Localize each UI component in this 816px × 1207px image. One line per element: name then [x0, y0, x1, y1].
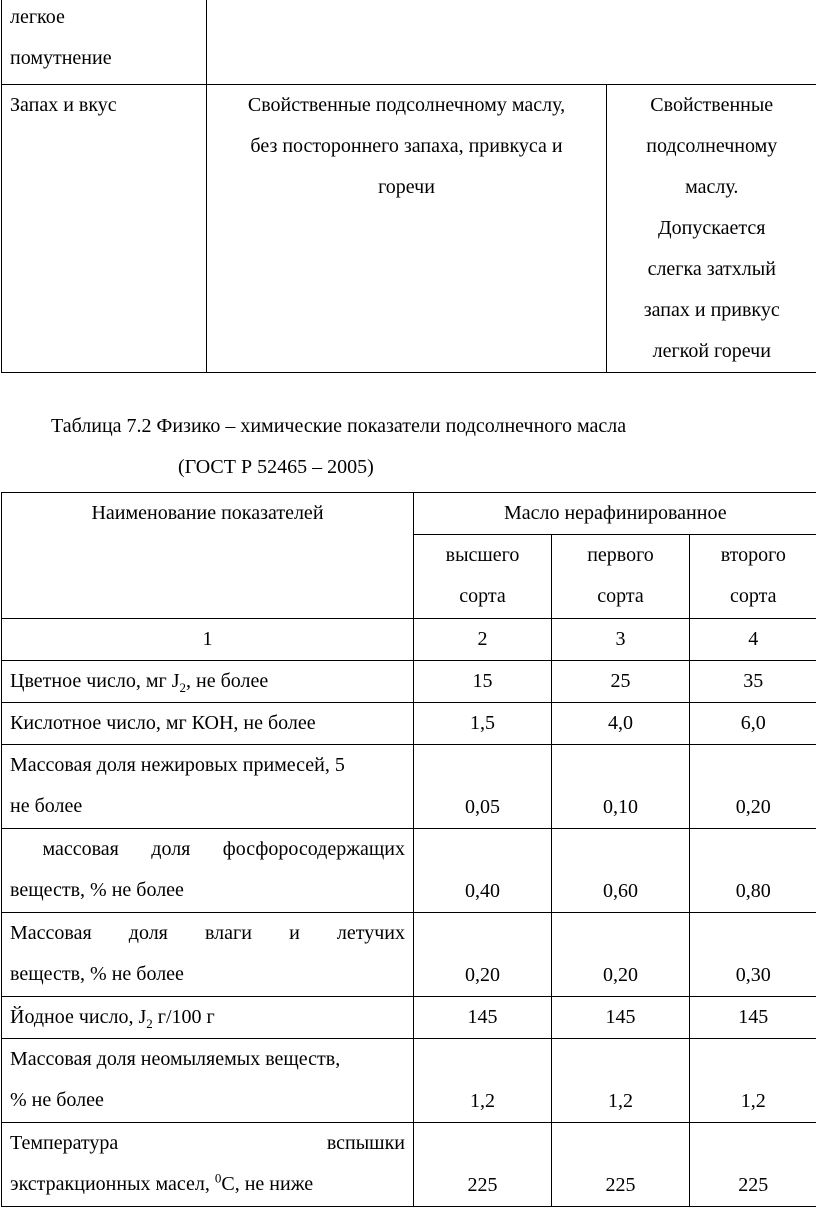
table-row: [2, 745, 816, 829]
value-cell: 1,2: [690, 1039, 816, 1123]
indicator-label-line: Массовая доля нежировых примесей, 5: [10, 745, 405, 786]
value-cell: 0,05: [414, 745, 552, 829]
header-grade-2: [552, 535, 690, 619]
table-caption-line1: Таблица 7.2 Физико – химические показатели подсолнечного масла: [0, 406, 816, 447]
header-name: Наименование показателей: [91, 502, 323, 524]
value-cell: 4,0: [552, 703, 690, 745]
turbidity-label-line2: помутнение: [10, 38, 198, 79]
indicator-label-subscript: 2: [179, 680, 186, 695]
value-cell: 0,20: [414, 913, 552, 997]
table-header-row: [2, 493, 816, 535]
indicator-label-line: Температура вспышки: [10, 1123, 405, 1164]
grade-label-line: первого: [560, 535, 681, 576]
indicator-label-subscript: 2: [146, 1016, 153, 1031]
value-cell: 1,2: [414, 1039, 552, 1123]
empty-cell: [207, 0, 816, 85]
indicator-label-line: не более: [10, 786, 405, 827]
value-cell: 25: [552, 661, 690, 703]
value-cell: 35: [690, 661, 816, 703]
indicator-label: , не более: [186, 670, 268, 692]
value-cell: 0,20: [690, 745, 816, 829]
requirement-line: Свойственные подсолнечному маслу,: [215, 85, 598, 126]
indicator-label: Йодное число, J: [10, 1006, 146, 1028]
indicator-label-superscript: 0: [215, 1170, 222, 1185]
allowed-line: Свойственные: [615, 85, 809, 126]
value-cell: 145: [414, 997, 552, 1039]
indicator-label-cell: Кислотное число, мг КОН, не более: [2, 703, 414, 745]
indicator-label-line: веществ, % не более: [10, 870, 405, 911]
allowed-line: слегка затхлый: [615, 249, 809, 290]
requirement-line: горечи: [215, 167, 598, 208]
col-number-cell: 2: [414, 619, 552, 661]
table-row: [2, 913, 816, 997]
table-row: [2, 1123, 816, 1207]
grade-label-line: сорта: [698, 576, 809, 617]
grade-label-line: сорта: [422, 576, 543, 617]
value-cell: 225: [690, 1123, 816, 1207]
value-cell: 145: [552, 997, 690, 1039]
table-row: [2, 0, 816, 85]
requirement-line: без постороннего запаха, привкуса и: [215, 126, 598, 167]
value-cell: 225: [414, 1123, 552, 1207]
indicator-label-line: массовая доля фосфоросодержащих: [10, 829, 405, 870]
smell-taste-requirement-cell: [207, 85, 607, 373]
smell-taste-allowed-cell: [607, 85, 816, 373]
allowed-line: маслу.: [615, 167, 809, 208]
value-cell: 1,2: [552, 1039, 690, 1123]
value-cell: 145: [690, 997, 816, 1039]
col-number-cell: 1: [2, 619, 414, 661]
indicator-label: экстракционных масел,: [10, 1173, 215, 1195]
turbidity-label-line1: легкое: [10, 0, 198, 38]
header-group: Масло нерафинированное: [504, 502, 727, 524]
header-group-cell: [414, 493, 816, 535]
allowed-line: подсолнечному: [615, 126, 809, 167]
indicator-label: Цветное число, мг J: [10, 670, 179, 692]
allowed-line: легкой горечи: [615, 331, 809, 372]
allowed-line: Допускается: [615, 208, 809, 249]
value-cell: 225: [552, 1123, 690, 1207]
grade-label-line: сорта: [560, 576, 681, 617]
quality-table-continued: [1, 0, 816, 373]
value-cell: 0,20: [552, 913, 690, 997]
table-row: [2, 703, 816, 745]
header-grade-1: [414, 535, 552, 619]
indicator-label-line: % не более: [10, 1080, 405, 1121]
indicator-label-cell: [2, 829, 414, 913]
indicator-label-cell: [2, 1123, 414, 1207]
table-row: [2, 997, 816, 1039]
physchem-indicators-table: [1, 492, 816, 1207]
table-row: [2, 1039, 816, 1123]
indicator-label-cell: [2, 913, 414, 997]
turbidity-label-cell: [2, 0, 207, 85]
grade-label-line: высшего: [422, 535, 543, 576]
header-name-cell: [2, 493, 414, 619]
allowed-line: запах и привкус: [615, 290, 809, 331]
table-row: [2, 85, 816, 373]
indicator-label: г/100 г: [153, 1006, 215, 1028]
value-cell: 0,60: [552, 829, 690, 913]
indicator-label-line: веществ, % не более: [10, 954, 405, 995]
value-cell: 0,80: [690, 829, 816, 913]
indicator-label-line: Массовая доля влаги и летучих: [10, 913, 405, 954]
indicator-label-line: Массовая доля неомыляемых веществ,: [10, 1039, 405, 1080]
col-number-cell: 4: [690, 619, 816, 661]
value-cell: 0,40: [414, 829, 552, 913]
header-grade-3: [690, 535, 816, 619]
indicator-label-cell: [2, 661, 414, 703]
value-cell: 0,10: [552, 745, 690, 829]
value-cell: 1,5: [414, 703, 552, 745]
value-cell: 0,30: [690, 913, 816, 997]
indicator-label: С, не ниже: [221, 1173, 313, 1195]
table-row: [2, 661, 816, 703]
smell-taste-label: Запах и вкус: [10, 94, 117, 116]
col-number-cell: 3: [552, 619, 690, 661]
table-caption-line2: (ГОСТ Р 52465 – 2005): [0, 447, 816, 488]
grade-label-line: второго: [698, 535, 809, 576]
indicator-label-cell: [2, 997, 414, 1039]
indicator-label-cell: [2, 745, 414, 829]
indicator-label-cell: [2, 1039, 414, 1123]
value-cell: 15: [414, 661, 552, 703]
table-row: [2, 829, 816, 913]
table-row: [2, 619, 816, 661]
value-cell: 6,0: [690, 703, 816, 745]
smell-taste-label-cell: [2, 85, 207, 373]
